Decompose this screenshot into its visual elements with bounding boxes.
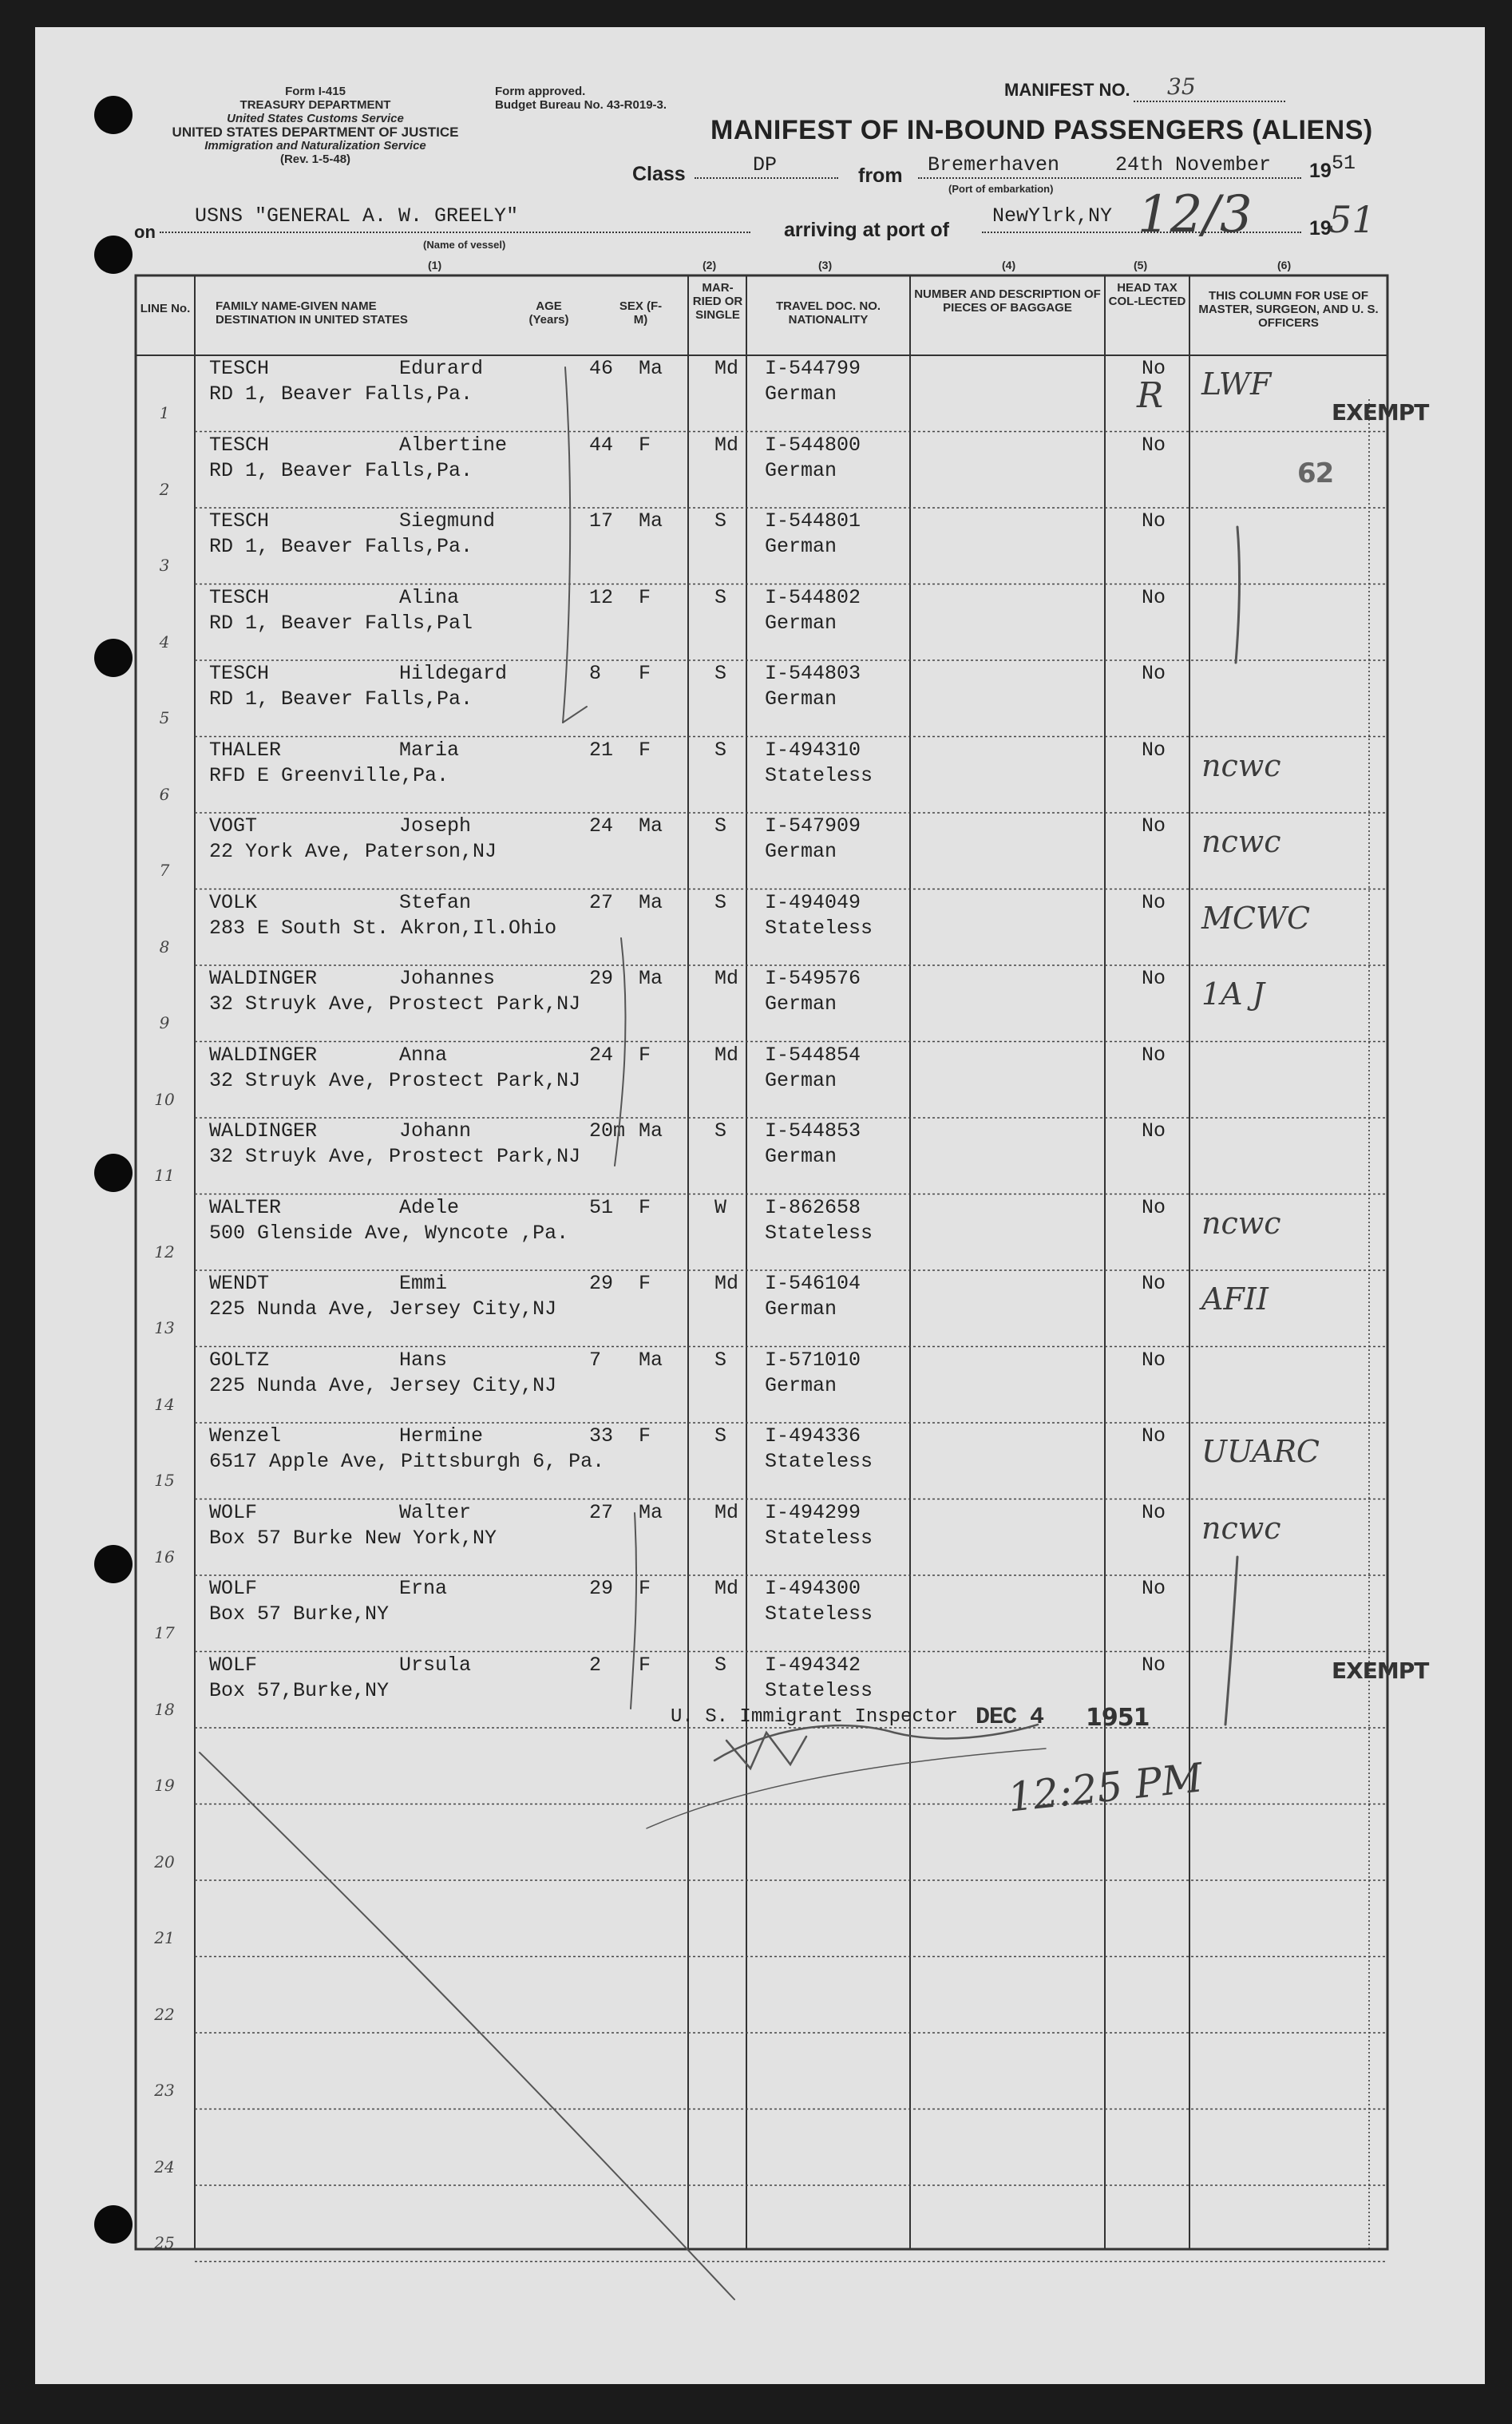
head-tax: No (1142, 967, 1166, 990)
given-name: Johannes (399, 967, 496, 990)
line-number: 18 (154, 1699, 175, 1719)
head-tax: No (1142, 1424, 1166, 1448)
travel-doc-number: I-544799 (765, 357, 861, 380)
sex: Ma (639, 967, 663, 990)
given-name: Johann (399, 1119, 472, 1143)
travel-doc-number: I-544802 (765, 585, 861, 609)
marital-status: S (714, 890, 727, 914)
sex: Ma (639, 814, 663, 838)
sex: Ma (639, 1348, 663, 1372)
marital-status: S (714, 1119, 727, 1143)
destination: RFD E Greenville,Pa. (209, 763, 449, 787)
age: 27 (589, 1500, 614, 1524)
travel-doc-number: I-494299 (765, 1500, 861, 1524)
nationality: Stateless (765, 1602, 873, 1626)
nationality: Stateless (765, 1450, 873, 1473)
marital-status: S (714, 1424, 727, 1448)
travel-doc-number: I-494336 (765, 1424, 861, 1448)
given-name: Albertine (399, 433, 508, 457)
marital-status: S (714, 509, 727, 533)
family-name: TESCH (209, 662, 270, 685)
vessel-label: (Name of vessel) (423, 239, 506, 251)
header-name: FAMILY NAME-GIVEN NAME DESTINATION IN UNITED STATES (216, 299, 408, 327)
header-line: LINE No. (140, 302, 191, 315)
given-name: Hildegard (399, 662, 508, 685)
line-number: 14 (154, 1394, 175, 1414)
inspector-label: U. S. Immigrant Inspector (671, 1706, 959, 1728)
given-name: Walter (399, 1500, 472, 1524)
family-name: WALDINGER (209, 967, 318, 990)
head-tax-hand-mark: R (1137, 375, 1164, 416)
age: 24 (589, 1043, 614, 1067)
form-approved: Form approved. (495, 85, 586, 98)
family-name: WALDINGER (209, 1043, 318, 1067)
nationality: German (765, 1145, 837, 1168)
line-number: 6 (159, 784, 170, 804)
age: 24 (589, 814, 614, 838)
travel-doc-number: I-544801 (765, 509, 861, 533)
line-number: 20 (154, 1852, 175, 1871)
travel-doc-number: I-546104 (765, 1272, 861, 1295)
age: 21 (589, 738, 614, 762)
line-number: 5 (159, 708, 170, 727)
col-num-3: (3) (818, 259, 833, 271)
family-name: WOLF (209, 1500, 258, 1524)
officer-note: ncwc (1201, 1205, 1281, 1241)
marital-status: Md (714, 1272, 739, 1295)
ditto-mark (1236, 527, 1240, 663)
destination: 22 York Ave, Paterson,NJ (209, 840, 497, 863)
marital-status: Md (714, 1500, 739, 1524)
line-number: 4 (159, 632, 170, 652)
dept-justice: UNITED STATES DEPARTMENT OF JUSTICE (172, 125, 459, 140)
age: 8 (589, 662, 602, 685)
head-tax: No (1142, 1653, 1166, 1677)
nationality: German (765, 1373, 837, 1397)
nationality: German (765, 687, 837, 711)
bracket-mark-2 (615, 938, 625, 1166)
destination: 225 Nunda Ave, Jersey City,NJ (209, 1373, 557, 1397)
nationality: German (765, 611, 837, 635)
given-name: Erna (399, 1577, 448, 1600)
family-name: WOLF (209, 1577, 258, 1600)
head-tax: No (1142, 890, 1166, 914)
destination: Box 57,Burke,NY (209, 1678, 390, 1702)
marital-status: S (714, 585, 727, 609)
line-number: 11 (154, 1166, 175, 1185)
family-name: GOLTZ (209, 1348, 270, 1372)
sex: Ma (639, 509, 663, 533)
travel-doc-number: I-544800 (765, 433, 861, 457)
age: 29 (589, 1577, 614, 1600)
sex: F (639, 1043, 651, 1067)
officer-note: LWF (1201, 366, 1272, 402)
marital-status: Md (714, 967, 739, 990)
head-tax: No (1142, 1348, 1166, 1372)
marital-status: S (714, 662, 727, 685)
head-tax: No (1142, 814, 1166, 838)
line-number: 16 (154, 1547, 175, 1566)
destination: RD 1, Beaver Falls,Pa. (209, 382, 473, 406)
given-name: Emmi (399, 1272, 448, 1295)
marital-status: S (714, 1348, 727, 1372)
line-number: 21 (154, 1928, 175, 1947)
nationality: German (765, 382, 837, 406)
line-number: 8 (159, 937, 170, 957)
manifest-no-value: 35 (1167, 73, 1196, 100)
header-officers: THIS COLUMN FOR USE OF MASTER, SURGEON, AND U. S. OFFICERS (1198, 289, 1379, 330)
destination: 500 Glenside Ave, Wyncote ,Pa. (209, 1221, 569, 1245)
given-name: Alina (399, 585, 460, 609)
line-number: 9 (159, 1013, 170, 1032)
embarkation-label: (Port of embarkation) (948, 183, 1054, 195)
family-name: TESCH (209, 433, 270, 457)
marital-status: Md (714, 1577, 739, 1600)
destination: 32 Struyk Ave, Prostect Park,NJ (209, 1068, 581, 1092)
sex: F (639, 1272, 651, 1295)
family-name: TESCH (209, 357, 270, 380)
marital-status: Md (714, 357, 739, 380)
class-label: Class (632, 163, 686, 185)
family-name: TESCH (209, 509, 270, 533)
age: 2 (589, 1653, 602, 1677)
line-number: 24 (154, 2157, 175, 2176)
line-number: 3 (159, 556, 170, 575)
sex: F (639, 1653, 651, 1677)
arrival-date-hand: 12/3 (1138, 185, 1253, 244)
marital-status: W (714, 1195, 727, 1219)
col-num-2: (2) (703, 259, 717, 271)
sex: F (639, 1424, 651, 1448)
family-name: WOLF (209, 1653, 258, 1677)
destination: RD 1, Beaver Falls,Pa. (209, 687, 473, 711)
header-travel: TRAVEL DOC. NO. NATIONALITY (775, 299, 881, 327)
destination: 283 E South St. Akron,Il.Ohio (209, 916, 557, 940)
given-name: Stefan (399, 890, 472, 914)
head-tax: No (1142, 662, 1166, 685)
age: 29 (589, 1272, 614, 1295)
travel-doc-number: I-544803 (765, 662, 861, 685)
family-name: WALDINGER (209, 1119, 318, 1143)
exempt-stamp-bottom: EXEMPT (1332, 1658, 1429, 1684)
nationality: German (765, 840, 837, 863)
given-name: Ursula (399, 1653, 472, 1677)
travel-doc-number: I-547909 (765, 814, 861, 838)
sex: F (639, 585, 651, 609)
given-name: Siegmund (399, 509, 496, 533)
nationality: German (765, 1068, 837, 1092)
col-num-6: (6) (1277, 259, 1292, 271)
head-tax: No (1142, 738, 1166, 762)
destination: Box 57 Burke New York,NY (209, 1526, 497, 1550)
sex: F (639, 738, 651, 762)
col-num-4: (4) (1002, 259, 1016, 271)
sex: F (639, 1195, 651, 1219)
officer-note: UUARC (1201, 1434, 1320, 1469)
ditto-mark-2 (1225, 1557, 1237, 1725)
age: 51 (589, 1195, 614, 1219)
officer-note: AFII (1201, 1281, 1269, 1317)
number-62-stamp: 62 (1297, 457, 1334, 489)
bracket-tick (563, 707, 587, 723)
arrival-port: NewYlrk,NY (992, 204, 1113, 228)
header-headtax: HEAD TAX COL-LECTED (1108, 281, 1186, 308)
nationality: German (765, 458, 837, 482)
given-name: Adele (399, 1195, 460, 1219)
line-number: 12 (154, 1242, 175, 1262)
family-name: WENDT (209, 1272, 270, 1295)
marital-status: Md (714, 1043, 739, 1067)
family-name: VOGT (209, 814, 258, 838)
officer-note: ncwc (1201, 1510, 1281, 1546)
travel-doc-number: I-494049 (765, 890, 861, 914)
given-name: Hermine (399, 1424, 484, 1448)
officer-note: MCWC (1201, 900, 1311, 936)
age: 17 (589, 509, 614, 533)
inspector-year: 1951 (1086, 1704, 1150, 1732)
vessel-name: USNS "GENERAL A. W. GREELY" (195, 204, 519, 228)
form-revision: (Rev. 1-5-48) (279, 152, 351, 166)
destination: 32 Struyk Ave, Prostect Park,NJ (209, 992, 581, 1016)
departure-date: 24th November (1115, 153, 1272, 176)
head-tax: No (1142, 1577, 1166, 1600)
embarkation-port: Bremerhaven (928, 153, 1060, 176)
arrival-year-hand: 51 (1328, 198, 1375, 241)
sex: F (639, 433, 651, 457)
line-number: 10 (154, 1089, 175, 1109)
officer-note: ncwc (1201, 824, 1281, 859)
year-value: 51 (1332, 152, 1356, 175)
family-name: TESCH (209, 585, 270, 609)
age: 27 (589, 890, 614, 914)
destination: RD 1, Beaver Falls,Pa. (209, 458, 473, 482)
age: 33 (589, 1424, 614, 1448)
line-number: 23 (154, 2081, 175, 2100)
travel-doc-number: I-494342 (765, 1653, 861, 1677)
sex: F (639, 1577, 651, 1600)
nationality: Stateless (765, 1526, 873, 1550)
line-number: 15 (154, 1471, 175, 1490)
nationality: Stateless (765, 1678, 873, 1702)
line-number: 19 (154, 1776, 175, 1795)
travel-doc-number: I-494310 (765, 738, 861, 762)
family-name: THALER (209, 738, 282, 762)
age: 7 (589, 1348, 602, 1372)
class-value: DP (753, 153, 778, 176)
family-name: Wenzel (209, 1424, 282, 1448)
head-tax: No (1142, 357, 1166, 380)
customs-service: United States Customs Service (227, 112, 404, 125)
family-name: VOLK (209, 890, 258, 914)
destination: RD 1, Beaver Falls,Pa. (209, 535, 473, 558)
nationality: German (765, 992, 837, 1016)
on-label: on (134, 222, 156, 242)
time-handwritten: 12:25 PM (1005, 1754, 1205, 1821)
manifest-title: MANIFEST OF IN-BOUND PASSENGERS (ALIENS) (710, 115, 1373, 145)
line-number: 13 (154, 1318, 175, 1337)
ins-service: Immigration and Naturalization Service (204, 139, 426, 152)
nationality: German (765, 535, 837, 558)
line-number: 25 (154, 2233, 175, 2252)
dept-treasury: TREASURY DEPARTMENT (239, 98, 391, 112)
signature-tail (647, 1749, 1046, 1828)
sex: Ma (639, 890, 663, 914)
head-tax: No (1142, 1500, 1166, 1524)
line-number: 1 (159, 403, 170, 422)
sex: Ma (639, 1500, 663, 1524)
travel-doc-number: I-544853 (765, 1119, 861, 1143)
age: 44 (589, 433, 614, 457)
given-name: Edurard (399, 357, 484, 380)
nationality: Stateless (765, 916, 873, 940)
head-tax: No (1142, 585, 1166, 609)
officer-note: 1A J (1201, 976, 1265, 1012)
given-name: Maria (399, 738, 460, 762)
col-num-5: (5) (1134, 259, 1148, 271)
given-name: Hans (399, 1348, 448, 1372)
head-tax: No (1142, 1119, 1166, 1143)
manifest-no-label: MANIFEST NO. (1004, 80, 1130, 100)
arrival-year-prefix: 19 (1309, 217, 1332, 240)
marital-status: S (714, 814, 727, 838)
marital-status: S (714, 1653, 727, 1677)
from-label: from (858, 164, 903, 187)
destination: Box 57 Burke,NY (209, 1602, 390, 1626)
nationality: Stateless (765, 763, 873, 787)
head-tax: No (1142, 1195, 1166, 1219)
header-married: MAR-RIED OR SINGLE (692, 281, 743, 322)
age: 46 (589, 357, 614, 380)
travel-doc-number: I-494300 (765, 1577, 861, 1600)
marital-status: S (714, 738, 727, 762)
travel-doc-number: I-571010 (765, 1348, 861, 1372)
travel-doc-number: I-544854 (765, 1043, 861, 1067)
given-name: Joseph (399, 814, 472, 838)
family-name: WALTER (209, 1195, 282, 1219)
sex: Ma (639, 1119, 663, 1143)
line-number: 17 (154, 1623, 175, 1642)
head-tax: No (1142, 509, 1166, 533)
destination: 225 Nunda Ave, Jersey City,NJ (209, 1297, 557, 1321)
header-age: AGE (Years) (528, 299, 569, 327)
diagonal-strike-line (200, 1753, 734, 2299)
sex: Ma (639, 357, 663, 380)
destination: 6517 Apple Ave, Pittsburgh 6, Pa. (209, 1450, 605, 1473)
sex: F (639, 662, 651, 685)
age: 29 (589, 967, 614, 990)
destination: RD 1, Beaver Falls,Pal (209, 611, 473, 635)
age: 12 (589, 585, 614, 609)
form-number: Form I-415 (285, 85, 346, 98)
head-tax: No (1142, 1043, 1166, 1067)
head-tax: No (1142, 1272, 1166, 1295)
nationality: German (765, 1297, 837, 1321)
arriving-label: arriving at port of (784, 219, 949, 241)
col-num-1: (1) (428, 259, 442, 271)
bracket-mark (563, 367, 570, 723)
given-name: Anna (399, 1043, 448, 1067)
nationality: Stateless (765, 1221, 873, 1245)
year-prefix: 19 (1309, 160, 1332, 182)
inspector-date: DEC 4 (976, 1704, 1044, 1731)
destination: 32 Struyk Ave, Prostect Park,NJ (209, 1145, 581, 1168)
exempt-stamp-top: EXEMPT (1332, 399, 1429, 426)
budget-bureau: Budget Bureau No. 43-R019-3. (495, 98, 667, 112)
bracket-mark-3 (631, 1513, 636, 1709)
age: 20m (589, 1119, 626, 1143)
officer-note: ncwc (1201, 747, 1281, 783)
marital-status: Md (714, 433, 739, 457)
head-tax: No (1142, 433, 1166, 457)
line-number: 2 (159, 479, 170, 499)
line-number: 7 (159, 861, 170, 880)
header-sex: SEX (F-M) (619, 299, 663, 327)
line-number: 22 (154, 2004, 175, 2024)
travel-doc-number: I-862658 (765, 1195, 861, 1219)
header-baggage: NUMBER AND DESCRIPTION OF PIECES OF BAGGAGE (914, 287, 1101, 315)
travel-doc-number: I-549576 (765, 967, 861, 990)
